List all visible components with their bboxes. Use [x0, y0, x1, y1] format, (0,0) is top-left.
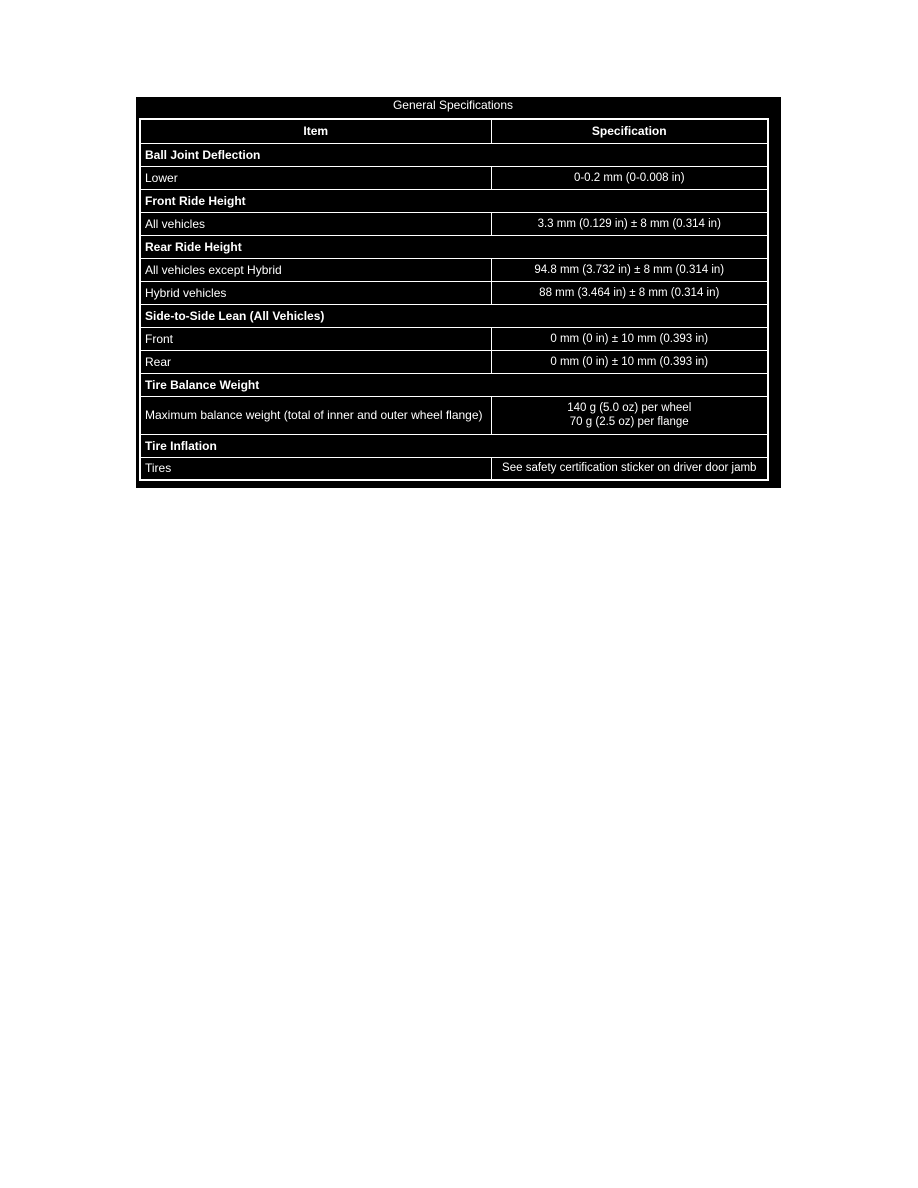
section-title: Rear Ride Height — [140, 235, 768, 258]
header-row — [140, 119, 768, 143]
item-cell: Tires — [140, 457, 491, 480]
table-row — [140, 258, 768, 281]
specification-cell — [491, 457, 768, 480]
specification-value: 70 g (2.5 oz) per flange — [569, 416, 689, 428]
specification-value: See safety certification sticker on driver door jamb — [502, 462, 757, 475]
table-row — [140, 327, 768, 350]
section-header-row — [140, 373, 768, 396]
section-header-row — [140, 143, 768, 166]
specification-column-header: Specification — [491, 119, 768, 143]
specification-value: 0-0.2 mm (0-0.008 in) — [573, 171, 685, 184]
table-row — [140, 457, 768, 480]
item-cell: Lower — [140, 166, 491, 189]
item-cell: All vehicles except Hybrid — [140, 258, 491, 281]
specification-value: 0 mm (0 in) ± 10 mm (0.393 in) — [550, 355, 709, 368]
table-body — [140, 143, 768, 480]
item-cell: Rear — [140, 350, 491, 373]
item-cell: Maximum balance weight (total of inner and outer wheel flange) — [140, 396, 491, 434]
specification-value: 94.8 mm (3.732 in) ± 8 mm (0.314 in) — [534, 263, 725, 276]
specification-value: 140 g (5.0 oz) per wheel — [567, 402, 692, 414]
specifications-table — [139, 118, 769, 481]
section-title: Side-to-Side Lean (All Vehicles) — [140, 304, 768, 327]
specification-cell — [491, 258, 768, 281]
section-header-row — [140, 434, 768, 457]
section-title: Front Ride Height — [140, 189, 768, 212]
table-row — [140, 166, 768, 189]
table-row — [140, 281, 768, 304]
section-title: Ball Joint Deflection — [140, 143, 768, 166]
section-header-row — [140, 304, 768, 327]
table-row — [140, 350, 768, 373]
specification-cell — [491, 212, 768, 235]
specification-cell — [491, 350, 768, 373]
item-column-header: Item — [140, 119, 491, 143]
general-specifications-panel — [136, 97, 781, 488]
specification-cell — [491, 327, 768, 350]
specification-cell — [491, 281, 768, 304]
table-row — [140, 396, 768, 434]
specification-value: 0 mm (0 in) ± 10 mm (0.393 in) — [550, 332, 709, 345]
specification-value: 88 mm (3.464 in) ± 8 mm (0.314 in) — [539, 286, 720, 299]
item-cell: Hybrid vehicles — [140, 281, 491, 304]
specification-cell — [491, 396, 768, 434]
item-cell: Front — [140, 327, 491, 350]
table-row — [140, 212, 768, 235]
specification-value: 3.3 mm (0.129 in) ± 8 mm (0.314 in) — [537, 217, 721, 230]
table-caption: General Specifications — [392, 98, 514, 112]
specification-cell — [491, 166, 768, 189]
section-title: Tire Balance Weight — [140, 373, 768, 396]
section-title: Tire Inflation — [140, 434, 768, 457]
section-header-row — [140, 235, 768, 258]
item-cell: All vehicles — [140, 212, 491, 235]
section-header-row — [140, 189, 768, 212]
